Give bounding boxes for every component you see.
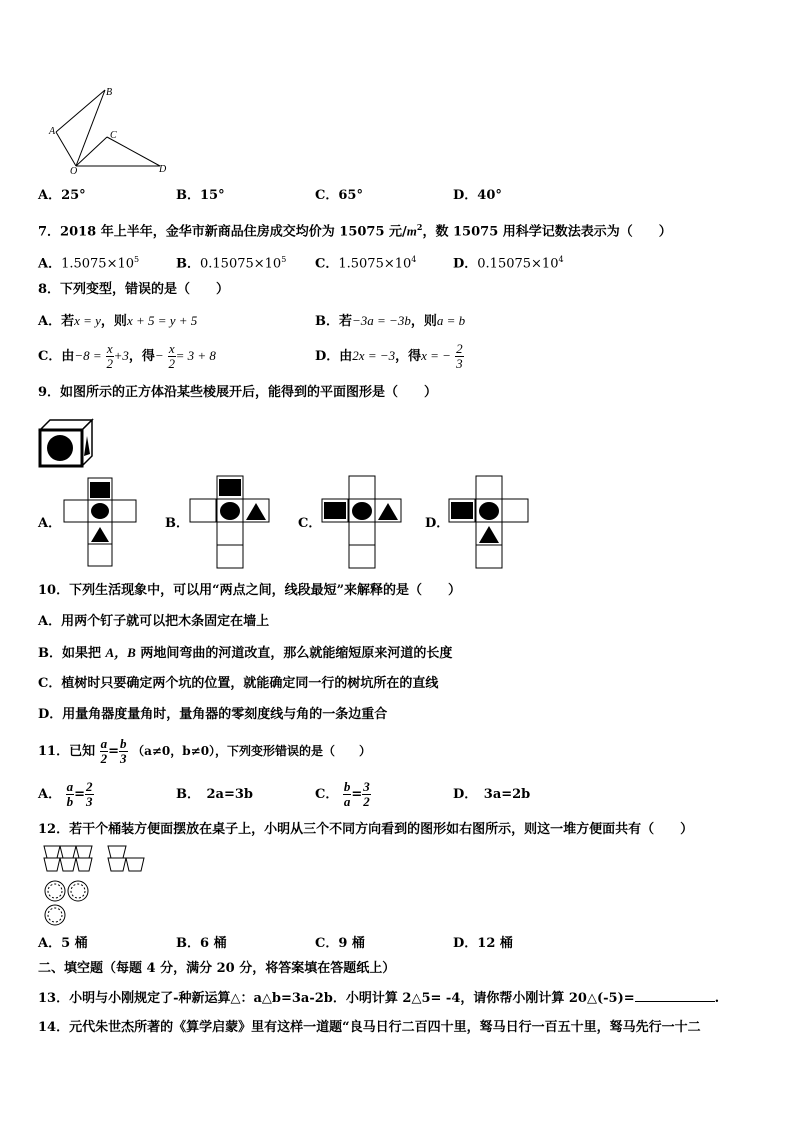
q9-net-d [449,476,529,568]
point-label-c: C [110,130,117,141]
q9-stem: 9．如图所示的正方体沿某些棱展开后，能得到的平面图形是（ ） [38,385,438,400]
q12-views-figure [42,843,162,927]
q9-net-a [64,478,136,566]
q9-option-c-label: C． [298,516,322,531]
q9-option-b-label: B． [165,516,189,531]
point-label-o: O [70,166,78,177]
q14: 14．元代朱世杰所著的《算学启蒙》里有这样一道题“良马日行二百四十里，驽马日行一百五十里，驽马先行一十二 [38,1020,701,1035]
q6-option-a: A．25° [38,188,86,203]
q10-stem: 10．下列生活现象中，可以用“两点之间，线段最短”来解释的是（ ） [38,583,462,598]
q13-answer-blank[interactable] [635,989,715,1002]
point-label-b: B [106,87,113,98]
q7-option-d: D．$0.15075\times 10^4$ [453,255,564,272]
q8-option-b: B．若−3a = −3b，则a = b [315,313,466,329]
q11-stem: 11．已知 $\frac{a}{2}$ = $\frac{b}{3}$ （a≠0，b≠0），下列变形错误的是（ ） [38,736,372,766]
q8-option-a: A．若x = y，则x + 5 = y + 5 [38,313,198,329]
q7-option-a: A．$1.5075\times 10^5$ [38,255,140,272]
point-label-d: D [159,164,167,175]
q11-option-d: D． 3a=2b [453,787,531,802]
q8-option-d: D．由2x = −3，得x = − $\frac{2}{3}$ [315,341,463,371]
q11-option-c: C． $\frac{b}{a}$ = $\frac{3}{2}$ [315,779,370,809]
q9-net-c [322,476,402,568]
q6-option-d: D．40° [453,188,502,203]
q7-stem: 7．2018 年上半年，金华市新商品住房成交均价为 15075 元$/m^2$，数 15075 用科学记数法表示为（ ） [38,222,672,240]
q12-option-b: B．6 桶 [176,936,227,951]
q8-option-c: C．由−8 = $\frac{x}{2}$ +3，得− $\frac{x}{2}$ = 3 + 8 [38,341,216,371]
cube-figure [38,418,94,468]
q11-option-b: B． 2a=3b [176,787,253,802]
q10-option-a: A．用两个钉子就可以把木条固定在墙上 [38,614,270,629]
q10-option-c: C．植树时只要确定两个坑的位置，就能确定同一行的树坑所在的直线 [38,676,439,691]
section-2-heading: 二、填空题（每题 4 分，满分 20 分，将答案填在答题纸上） [38,961,396,976]
point-label-a: A [49,126,56,137]
q9-net-b [190,476,270,568]
q7-option-c: C．$1.5075\times 10^4$ [315,255,417,272]
q6-option-c: C．65° [315,188,363,203]
q7-option-b: B．$0.15075\times 10^5$ [176,255,287,272]
q12-option-d: D．12 桶 [453,936,513,951]
q9-option-d-label: D． [425,516,450,531]
q11-option-a: A． $\frac{a}{b}$ = $\frac{2}{3}$ [38,779,93,809]
q6-option-b: B．15° [176,188,225,203]
q9-option-a-label: A． [38,516,62,531]
q10-option-d: D．用量角器度量角时，量角器的零刻度线与角的一条边重合 [38,707,388,722]
q10-option-b: B．如果把 A，B 两地间弯曲的河道改直，那么就能缩短原来河道的长度 [38,645,453,661]
q13: 13．小明与小刚规定了-种新运算△：a△b=3a-2b．小明计算 2△5= -4，请你帮小刚计算 20△(-5)= . [38,991,720,1006]
q12-stem: 12．若干个桶装方便面摆放在桌子上，小明从三个不同方向看到的图形如右图所示，则这一堆方便面共有（ ） [38,822,694,837]
q12-option-a: A．5 桶 [38,936,88,951]
q12-option-c: C．9 桶 [315,936,365,951]
q8-stem: 8．下列变型，错误的是（ ） [38,282,230,297]
